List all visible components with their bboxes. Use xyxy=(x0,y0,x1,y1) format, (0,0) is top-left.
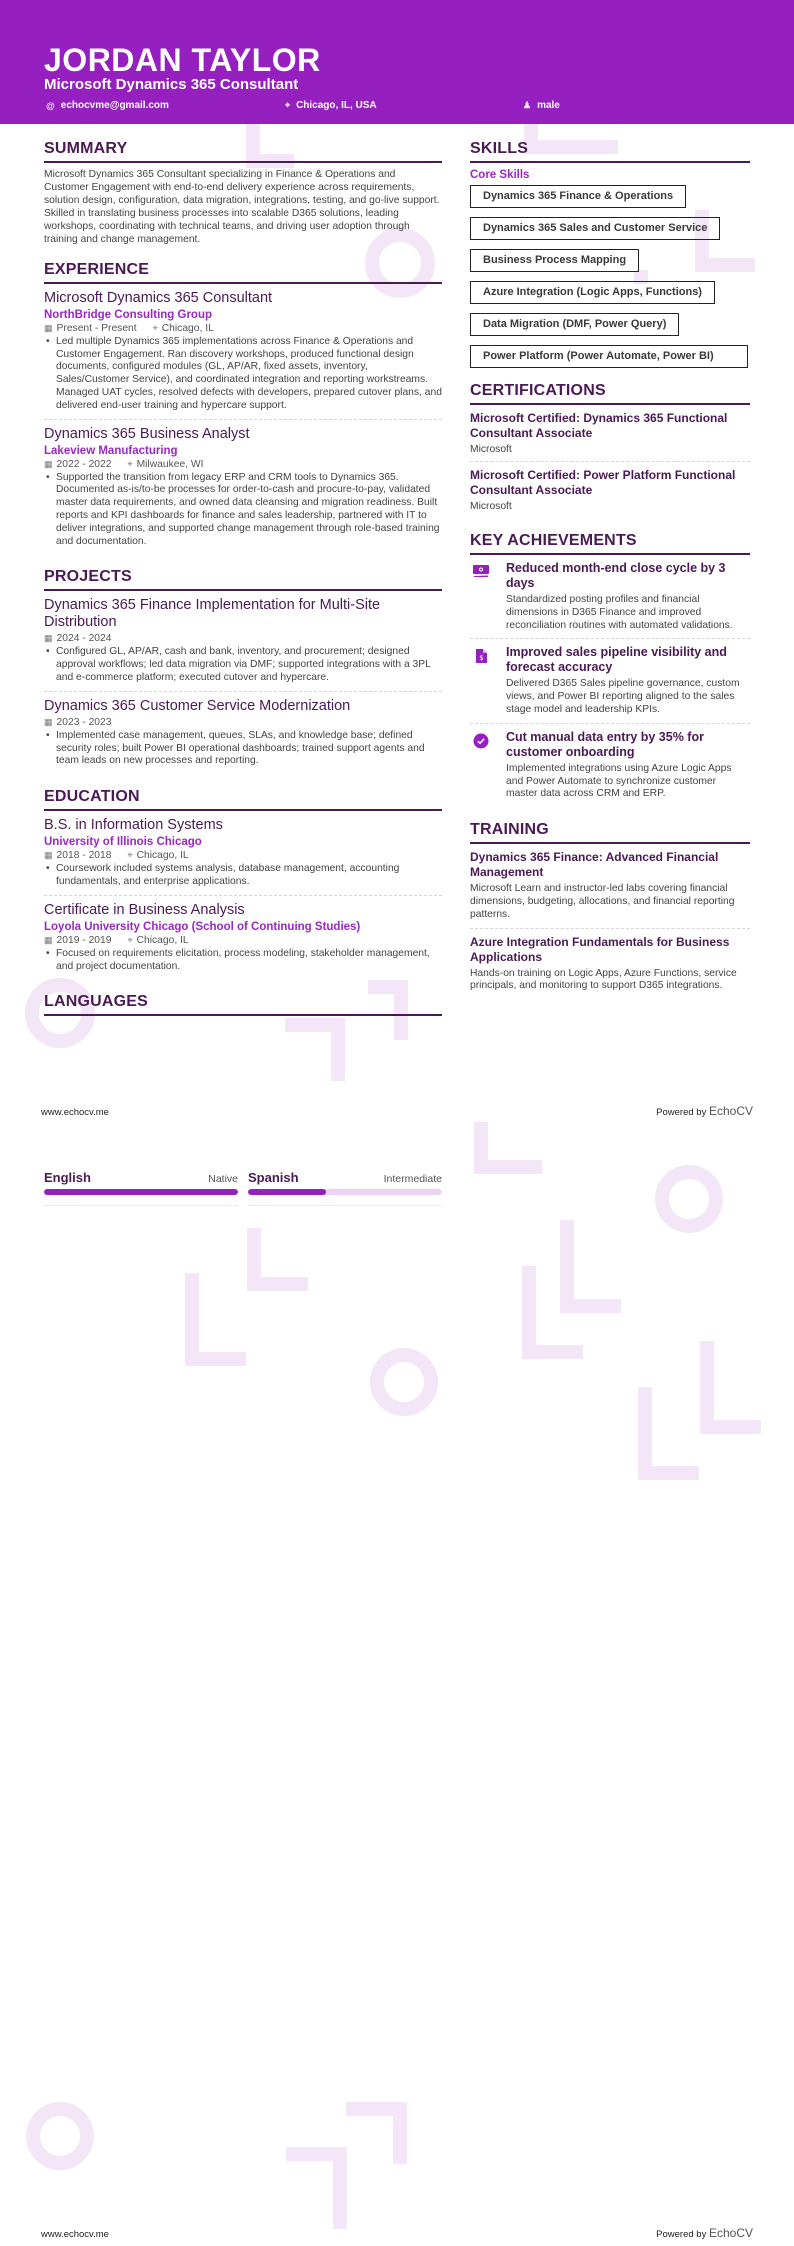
language-proficiency-bar xyxy=(44,1189,238,1195)
skill-chip: Dynamics 365 Sales and Customer Service xyxy=(470,217,720,240)
person-icon: ♟ xyxy=(523,100,532,110)
location-text: Chicago, IL, USA xyxy=(296,100,377,111)
brand-name: EchoCV xyxy=(708,1104,753,1118)
language-proficiency-fill xyxy=(248,1189,326,1195)
education-dates: 2018 - 2018 xyxy=(56,850,112,862)
contact-email[interactable] xyxy=(46,100,169,111)
achievements-heading: KEY ACHIEVEMENTS xyxy=(470,532,750,555)
contact-location xyxy=(285,100,377,111)
company-name: NorthBridge Consulting Group xyxy=(44,308,213,321)
job-title: Microsoft Dynamics 365 Consultant xyxy=(44,289,273,306)
education-description: • Coursework included systems analysis, database management, accounting fundamentals, and enterprise applications. xyxy=(44,863,442,889)
languages-list xyxy=(44,1170,442,1206)
job-description: • Supported the transition from legacy ERP and CRM tools to Dynamics 365. Documented as-is/to-be processes for order-to-cash and procure-to-pay, validated master data requirements, and owned data cleansing and migration readiness. Built reports and KPI dashboards for finance and sales leadership, partnered with IT to deliver integrations, and supported change management through role-based training and documentation. xyxy=(44,472,442,549)
project-item xyxy=(44,698,442,774)
job-description: • Led multiple Dynamics 365 implementations across Finance & Operations and Customer Engagement. Ran discovery workshops, produced functional design documents, configured modules (GL, AP/AR, fixed assets, inventory, Sales/Customer Service), and coordinated integration and reporting workstreams. Managed UAT cycles, resolved defects with developers, prepared cutover plans, and delivered end-user training and hypercare support. xyxy=(44,336,442,413)
footer-website-link[interactable]: www.echocv.me xyxy=(41,1107,109,1118)
decor-ring-shape xyxy=(370,1348,438,1416)
project-item xyxy=(44,597,442,691)
achievement-title: Improved sales pipeline visibility and forecast accuracy xyxy=(506,645,727,675)
achievement-item xyxy=(470,730,750,807)
language-level: Native xyxy=(208,1173,238,1185)
project-description: • Configured GL, AP/AR, cash and bank, inventory, and procurement; designed approval workflows; led data migration via DMF; supported integrations with a 3PL and e-commerce platform; executed cutover and hypercare. xyxy=(44,646,442,684)
skill-chip: Dynamics 365 Finance & Operations xyxy=(470,185,686,208)
decor-ring-shape xyxy=(26,2102,94,2170)
certification-title: Microsoft Certified: Power Platform Functional Consultant Associate xyxy=(470,468,736,497)
map-pin-icon: ⌖ xyxy=(127,850,133,861)
training-description: Hands-on training on Logic Apps, Azure Functions, service principals, and monitoring to support D365 integrations. xyxy=(470,967,737,992)
file-invoice-icon xyxy=(470,645,492,716)
contact-gender xyxy=(523,100,560,111)
education-description: • Focused on requirements elicitation, process modeling, stakeholder management, and project documentation. xyxy=(44,948,442,974)
school-name: Loyola University Chicago (School of Continuing Studies) xyxy=(44,920,361,933)
summary-heading: SUMMARY xyxy=(44,140,442,163)
projects-section xyxy=(44,568,442,774)
training-description: Microsoft Learn and instructor-led labs covering financial dimensions, budgeting, allocations, and financial reporting patterns. xyxy=(470,883,735,920)
candidate-name: JORDAN TAYLOR xyxy=(44,42,321,78)
education-item xyxy=(44,902,442,980)
skills-heading: SKILLS xyxy=(470,140,750,163)
training-heading: TRAINING xyxy=(470,821,750,844)
skills-section xyxy=(470,140,750,368)
experience-item xyxy=(44,426,442,555)
map-pin-icon: ⌖ xyxy=(285,100,291,110)
languages-section xyxy=(44,993,442,1016)
project-description: • Implemented case management, queues, SLAs, and knowledge base; defined security roles; built Power BI operational dashboards; trained support agents and team leads on new processes and reporting. xyxy=(44,730,442,768)
decor-r-shape xyxy=(286,2147,347,2229)
calendar-icon: ▦ xyxy=(44,716,53,727)
experience-heading: EXPERIENCE xyxy=(44,261,442,284)
job-title: Dynamics 365 Business Analyst xyxy=(44,425,250,442)
check-circle-icon xyxy=(470,730,492,801)
language-proficiency-fill xyxy=(44,1189,238,1195)
skills-group-label: Core Skills xyxy=(470,169,530,181)
decor-l-shape xyxy=(247,1228,308,1291)
map-pin-icon: ⌖ xyxy=(152,322,158,333)
calendar-icon: ▦ xyxy=(44,633,53,644)
project-title: Dynamics 365 Customer Service Modernization xyxy=(44,697,351,714)
powered-by-label: Powered by xyxy=(656,1107,707,1118)
job-meta xyxy=(44,323,442,334)
language-level: Intermediate xyxy=(383,1173,442,1185)
training-item xyxy=(470,850,750,928)
resume-header xyxy=(0,0,794,124)
page-footer xyxy=(41,2226,753,2240)
right-column xyxy=(470,140,750,1013)
education-dates: 2019 - 2019 xyxy=(56,934,112,946)
certifications-heading: CERTIFICATIONS xyxy=(470,382,750,405)
project-meta xyxy=(44,633,442,644)
certification-issuer: Microsoft xyxy=(470,501,512,512)
calendar-icon: ▦ xyxy=(44,458,53,469)
footer-powered-by xyxy=(656,1104,753,1118)
achievement-description: Standardized posting profiles and financial dimensions in D365 Finance and improved reconciliation routines with automated validations. xyxy=(506,594,733,631)
decor-l-shape xyxy=(522,1266,583,1359)
job-meta xyxy=(44,459,442,470)
language-name: Spanish xyxy=(248,1170,299,1185)
achievement-description: Implemented integrations using Azure Logic Apps and Power Automate to synchronize customer master data across CRM and ERP. xyxy=(506,762,732,800)
map-pin-icon: ⌖ xyxy=(127,458,133,469)
skill-chip: Data Migration (DMF, Power Query) xyxy=(470,313,679,336)
degree-title: Certificate in Business Analysis xyxy=(44,901,245,918)
achievements-section xyxy=(470,532,750,807)
footer-powered-by xyxy=(656,2226,753,2240)
decor-r-shape xyxy=(346,2102,407,2164)
map-pin-icon: ⌖ xyxy=(127,934,133,945)
svg-text:$: $ xyxy=(478,654,484,663)
job-location: Chicago, IL xyxy=(161,322,214,334)
summary-paragraph: Skilled in translating business processes into scalable D365 solutions, leading workshops, coordinating with technical teams, and driving user adoption through training and change management. xyxy=(44,208,410,245)
languages-heading: LANGUAGES xyxy=(44,993,442,1016)
project-title: Dynamics 365 Finance Implementation for Multi-Site Distribution xyxy=(44,597,381,631)
projects-heading: PROJECTS xyxy=(44,568,442,591)
calendar-icon: ▦ xyxy=(44,934,53,945)
certification-item xyxy=(470,411,750,462)
job-dates: Present - Present xyxy=(56,322,137,334)
achievement-title: Reduced month-end close cycle by 3 days xyxy=(506,561,726,590)
education-heading: EDUCATION xyxy=(44,788,442,811)
education-meta xyxy=(44,850,442,861)
experience-section xyxy=(44,261,442,555)
email-text: echocvme@gmail.com xyxy=(60,100,169,111)
certification-item xyxy=(470,468,750,518)
training-title: Azure Integration Fundamentals for Business Applications xyxy=(470,934,730,964)
education-location: Chicago, IL xyxy=(136,850,189,862)
training-section xyxy=(470,821,750,999)
footer-website-link[interactable]: www.echocv.me xyxy=(41,2229,109,2240)
divider xyxy=(44,1205,238,1206)
decor-ring-shape xyxy=(655,1165,723,1233)
education-section xyxy=(44,788,442,979)
skill-chip: Azure Integration (Logic Apps, Functions) xyxy=(470,281,715,304)
decor-l-shape xyxy=(700,1341,761,1434)
summary-paragraph: Microsoft Dynamics 365 Consultant specializing in Finance & Operations and Customer Engagement with end-to-end delivery experience across requirements, solution design, configuration, data migration, integrations, testing, and go-live support. xyxy=(44,169,440,206)
decor-l-shape xyxy=(185,1273,246,1366)
skill-chip: Business Process Mapping xyxy=(470,249,639,272)
at-icon: @ xyxy=(46,100,55,111)
project-dates: 2024 - 2024 xyxy=(56,633,112,645)
calendar-icon: ▦ xyxy=(44,322,53,333)
candidate-title: Microsoft Dynamics 365 Consultant xyxy=(44,76,299,93)
certification-title: Microsoft Certified: Dynamics 365 Functional Consultant Associate xyxy=(470,411,728,440)
certifications-section xyxy=(470,382,750,518)
language-name: English xyxy=(44,1170,91,1185)
education-meta xyxy=(44,935,442,946)
brand-name: EchoCV xyxy=(708,2226,753,2240)
company-name: Lakeview Manufacturing xyxy=(44,444,178,457)
project-meta xyxy=(44,717,442,728)
project-dates: 2023 - 2023 xyxy=(56,716,112,728)
achievement-item xyxy=(470,645,750,723)
experience-item xyxy=(44,290,442,420)
achievement-title: Cut manual data entry by 35% for customer onboarding xyxy=(506,729,704,759)
decor-l-shape xyxy=(638,1387,699,1480)
certification-issuer: Microsoft xyxy=(470,444,512,455)
gender-text: male xyxy=(537,100,560,111)
page-footer xyxy=(41,1104,753,1118)
powered-by-label: Powered by xyxy=(656,2229,707,2240)
education-item xyxy=(44,817,442,896)
achievement-description: Delivered D365 Sales pipeline governance, custom views, and Power BI reporting aligned to the sales stage model and leadership KPIs. xyxy=(506,678,740,715)
job-location: Milwaukee, WI xyxy=(136,458,204,470)
language-proficiency-bar xyxy=(248,1189,442,1195)
left-column xyxy=(44,140,442,1030)
language-item xyxy=(44,1170,238,1206)
achievement-item xyxy=(470,561,750,639)
training-title: Dynamics 365 Finance: Advanced Financial Management xyxy=(470,850,719,880)
training-item xyxy=(470,935,750,1000)
school-name: University of Illinois Chicago xyxy=(44,836,202,849)
education-location: Chicago, IL xyxy=(136,934,189,946)
language-item xyxy=(248,1170,442,1206)
skill-chip: Power Platform (Power Automate, Power BI) xyxy=(470,345,748,368)
summary-section xyxy=(44,140,442,247)
money-bill-icon xyxy=(470,561,492,632)
job-dates: 2022 - 2022 xyxy=(56,458,112,470)
decor-l-shape xyxy=(474,1122,542,1174)
divider xyxy=(248,1205,442,1206)
calendar-icon: ▦ xyxy=(44,850,53,861)
degree-title: B.S. in Information Systems xyxy=(44,817,223,834)
